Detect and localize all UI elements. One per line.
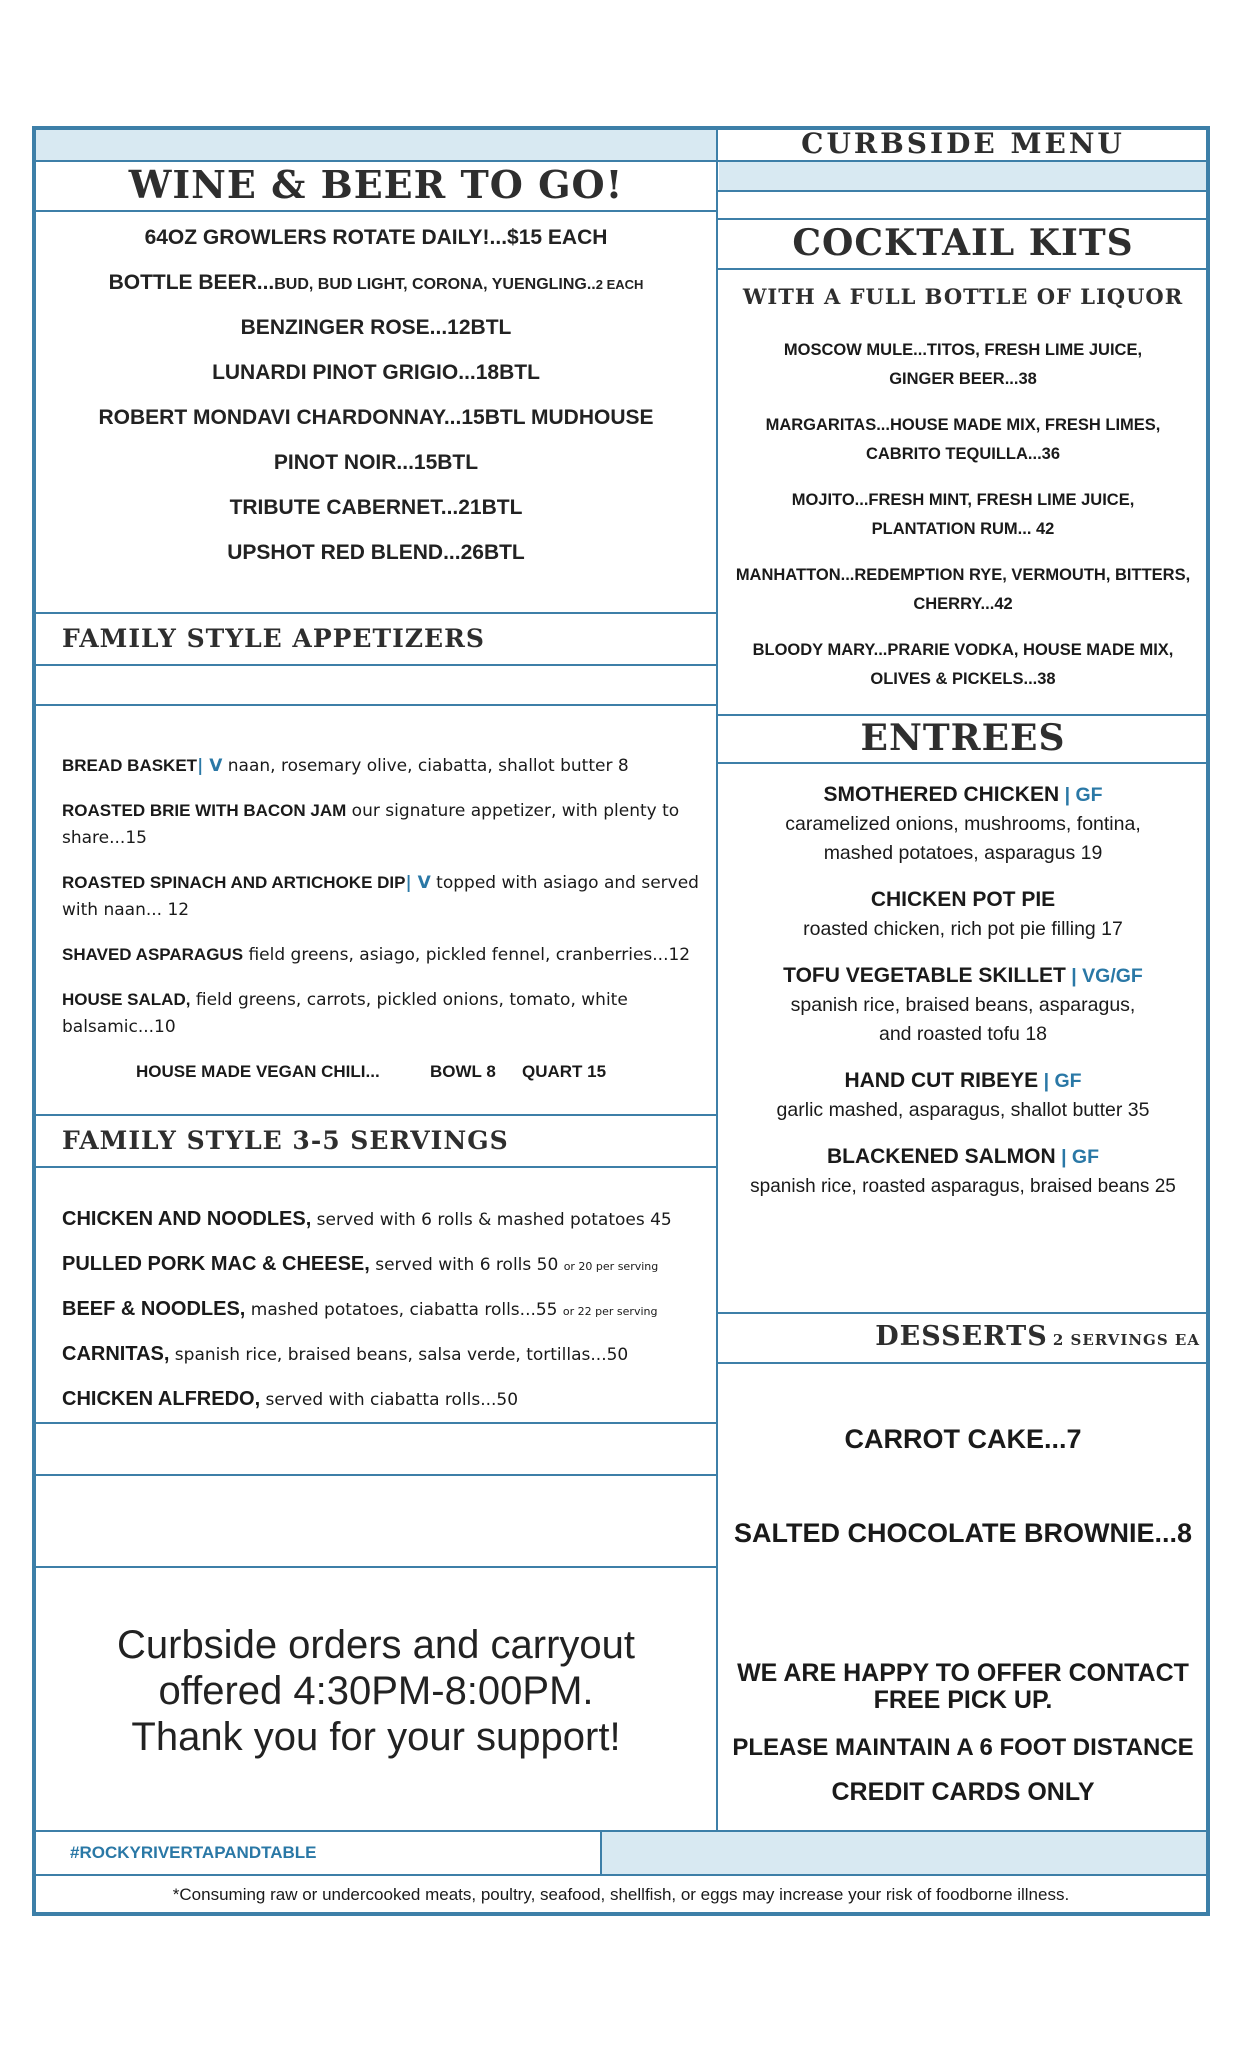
footer-right-fill (602, 1830, 1206, 1874)
appetizer-item: SHAVED ASPARAGUS field greens, asiago, pickled fennel, cranberries...12 (62, 945, 691, 965)
appetizer-item: ROASTED SPINACH AND ARTICHOKE DIP| V topped with asiago and served with naan... 12 (62, 873, 699, 920)
wine-list (36, 220, 716, 580)
wine-item: PINOT NOIR...15BTL (273, 451, 479, 474)
family-list (62, 1204, 712, 1429)
dessert-item: CARROT CAKE...7 (844, 1424, 1082, 1454)
chili-item: HOUSE MADE VEGAN CHILI... BOWL 8 QUART 15 (136, 1062, 607, 1081)
appetizer-item: ROASTED BRIE WITH BACON JAM our signature appetizer, with plenty to share...15 (62, 801, 680, 848)
notice-line: WE ARE HAPPY TO OFFER CONTACT (737, 1659, 1189, 1687)
desserts-subtitle: 2 SERVINGS EA (1052, 1331, 1200, 1349)
curbside-note (36, 1622, 716, 1760)
hashtag: #ROCKYRIVERTAPANDTABLE (70, 1843, 317, 1862)
notice-line: FREE PICK UP. (873, 1686, 1053, 1714)
entrees-list (718, 780, 1208, 1201)
entree-item: SMOTHERED CHICKEN | GF caramelized onions, mushrooms, fontina, mashed potatoes, asparagus 19 (785, 783, 1141, 864)
wine-item: UPSHOT RED BLEND...26BTL (227, 541, 525, 564)
family-item: CARNITAS, spanish rice, braised beans, salsa verde, tortillas...50 (62, 1343, 629, 1365)
wine-title: WINE & BEER TO GO! (128, 162, 624, 207)
wine-item: ROBERT MONDAVI CHARDONNAY...15BTL MUDHOUSE (98, 406, 654, 429)
family-item: CHICKEN ALFREDO, served with ciabatta rolls...50 (62, 1388, 519, 1410)
entrees-title: ENTREES (860, 717, 1066, 759)
wine-item: BENZINGER ROSE...12BTL (240, 316, 512, 339)
appetizers-list (62, 752, 702, 1085)
cocktail-item: MANHATTON...REDEMPTION RYE, VERMOUTH, BITTERS, CHERRY...42 (735, 566, 1191, 613)
notice-line: PLEASE MAINTAIN A 6 FOOT DISTANCE (732, 1734, 1194, 1761)
curbside-menu-title: CURBSIDE MENU (801, 127, 1125, 160)
family-item: PULLED PORK MAC & CHEESE, served with 6 rolls 50 or 20 per serving (62, 1253, 659, 1275)
cocktail-item: MARGARITAS...HOUSE MADE MIX, FRESH LIMES, CABRITO TEQUILLA...36 (765, 416, 1161, 463)
desserts-title-row (718, 1312, 1208, 1362)
entree-item: HAND CUT RIBEYE | GF garlic mashed, asparagus, shallot butter 35 (776, 1069, 1150, 1121)
desserts-list (718, 1424, 1208, 1549)
cocktail-item: MOSCOW MULE...TITOS, FRESH LIME JUICE, GINGER BEER...38 (783, 341, 1143, 388)
cocktails-title: COCKTAIL KITS (792, 222, 1134, 264)
wine-item: 64OZ GROWLERS ROTATE DAILY!...$15 EACH (144, 226, 608, 249)
notices (718, 1660, 1208, 1806)
wine-item: LUNARDI PINOT GRIGIO...18BTL (212, 361, 540, 384)
family-title: FAMILY STYLE 3-5 SERVINGS (62, 1126, 509, 1155)
curbside-note-line: Thank you for your support! (131, 1715, 621, 1759)
curbside-note-line: Curbside orders and carryout (116, 1623, 636, 1667)
entree-item: CHICKEN POT PIE roasted chicken, rich pot pie filling 17 (803, 888, 1123, 940)
cocktails-subtitle: WITH A FULL BOTTLE OF LIQUOR (742, 284, 1184, 309)
desserts-title: DESSERTS (875, 1321, 1048, 1352)
entree-item: BLACKENED SALMON | GF spanish rice, roasted asparagus, braised beans 25 (750, 1145, 1176, 1197)
family-item: CHICKEN AND NOODLES, served with 6 rolls & mashed potatoes 45 (62, 1208, 672, 1230)
entree-item: TOFU VEGETABLE SKILLET | VG/GF spanish rice, braised beans, asparagus, and roasted tofu 18 (783, 964, 1143, 1045)
footer-divider (600, 1830, 602, 1876)
cocktail-item: BLOODY MARY...PRARIE VODKA, HOUSE MADE MIX, OLIVES & PICKELS...38 (752, 641, 1174, 688)
top-left-fill (36, 130, 717, 160)
notice-line: CREDIT CARDS ONLY (831, 1778, 1095, 1806)
appetizers-title: FAMILY STYLE APPETIZERS (62, 624, 485, 653)
curbside-note-line: offered 4:30PM-8:00PM. (158, 1669, 594, 1713)
wine-item: TRIBUTE CABERNET...21BTL (229, 496, 523, 519)
top-right-fill (719, 162, 1206, 190)
cocktails-list (718, 336, 1208, 694)
food-safety-footer: *Consuming raw or undercooked meats, poultry, seafood, shellfish, or eggs may increase your risk of foodborne illness. (172, 1885, 1070, 1904)
appetizer-item: BREAD BASKET| V naan, rosemary olive, ciabatta, shallot butter 8 (62, 756, 629, 776)
appetizer-item: HOUSE SALAD, field greens, carrots, pickled onions, tomato, white balsamic...10 (62, 990, 628, 1037)
dessert-item: SALTED CHOCOLATE BROWNIE...8 (734, 1518, 1192, 1548)
family-item: BEEF & NOODLES, mashed potatoes, ciabatta rolls...55 or 22 per serving (62, 1298, 658, 1320)
wine-item: BOTTLE BEER...BUD, BUD LIGHT, CORONA, YUENGLING..2 EACH (108, 271, 644, 294)
cocktail-item: MOJITO...FRESH MINT, FRESH LIME JUICE, PLANTATION RUM... 42 (791, 491, 1135, 538)
